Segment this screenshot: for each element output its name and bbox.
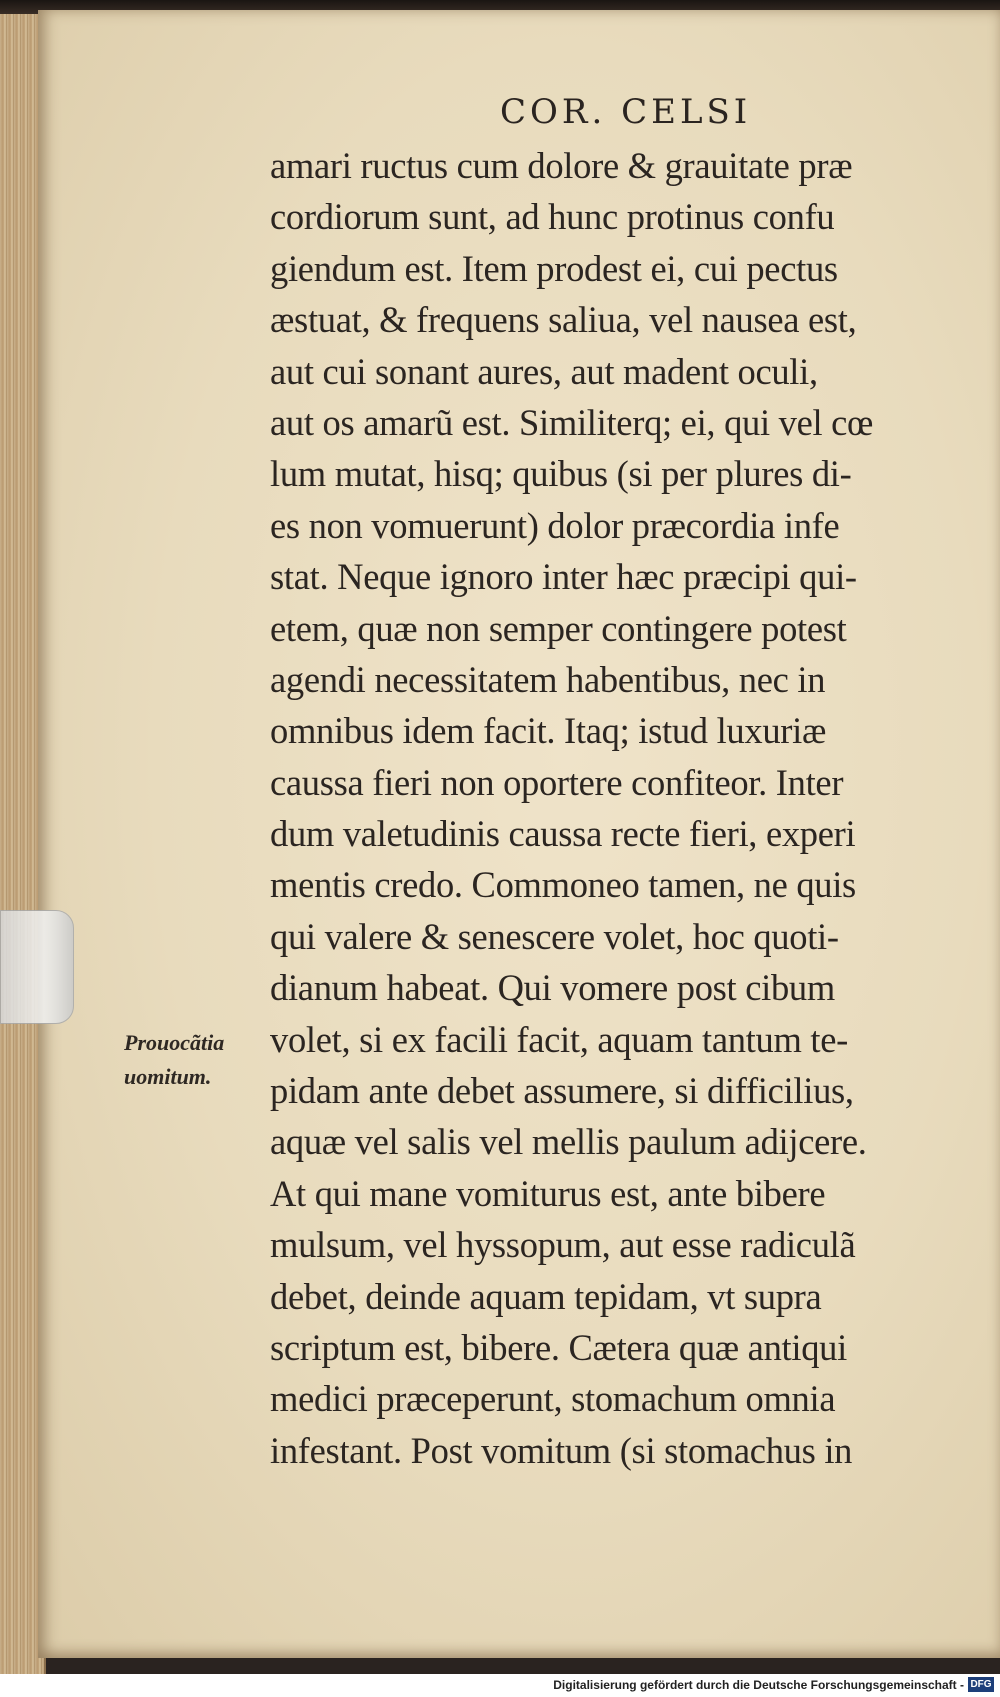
text-line: æstuat, & frequens saliua, vel nausea est,	[270, 299, 857, 341]
text-line: cordiorum sunt, ad hunc protinus confu	[270, 196, 835, 238]
page-clip	[0, 910, 74, 1024]
running-head: COR. CELSI	[500, 92, 752, 132]
text-line: omnibus idem facit. Itaq; istud luxuriæ	[270, 710, 827, 752]
text-line: mentis credo. Commoneo tamen, ne quis	[270, 864, 856, 906]
text-line: dum valetudinis caussa recte fieri, experi	[270, 813, 856, 855]
text-line: dianum habeat. Qui vomere post cibum	[270, 967, 835, 1009]
text-line: aut cui sonant aures, aut madent oculi,	[270, 350, 818, 392]
footer-credit: Digitalisierung gefördert durch die Deutsche Forschungsgemeinschaft -	[553, 1678, 964, 1692]
text-line: infestant. Post vomitum (si stomachus in	[270, 1429, 853, 1471]
text-line: scriptum est, bibere. Cætera quæ antiqui	[270, 1326, 847, 1368]
margin-note-line-1: Prouocãtia	[124, 1030, 225, 1055]
text-line: etem, quæ non semper contingere potest	[270, 607, 847, 649]
text-line: lum mutat, hisq; quibus (si per plures di-	[270, 453, 852, 495]
text-line: amari ructus cum dolore & grauitate præ	[270, 145, 853, 186]
text-line: pidam ante debet assumere, si difficilius,	[270, 1070, 854, 1112]
dfg-logo: DFG	[968, 1677, 994, 1692]
margin-note-line-2: uomitum.	[124, 1064, 212, 1089]
text-line: debet, deinde aquam tepidam, vt supra	[270, 1275, 822, 1317]
text-line: giendum est. Item prodest ei, cui pectus	[270, 247, 838, 289]
text-line: agendi necessitatem habentibus, nec in	[270, 658, 826, 700]
text-line: volet, si ex facili facit, aquam tantum te-	[270, 1018, 848, 1060]
body-text	[270, 140, 970, 1476]
text-line: qui valere & senescere volet, hoc quoti-	[270, 915, 839, 957]
text-line: aquæ vel salis vel mellis paulum adijcere.	[270, 1121, 867, 1163]
text-line: aut os amarũ est. Similiterq; ei, qui vel cœ	[270, 401, 874, 443]
text-line: stat. Neque ignoro inter hæc præcipi qui-	[270, 556, 857, 598]
text-line: At qui mane vomiturus est, ante bibere	[270, 1172, 826, 1214]
text-line: mulsum, vel hyssopum, aut esse radiculã	[270, 1224, 856, 1266]
text-line: caussa fieri non oportere confiteor. Inter	[270, 761, 844, 803]
text-line: medici præceperunt, stomachum omnia	[270, 1378, 836, 1420]
text-line: es non vomuerunt) dolor præcordia infe	[270, 504, 840, 546]
